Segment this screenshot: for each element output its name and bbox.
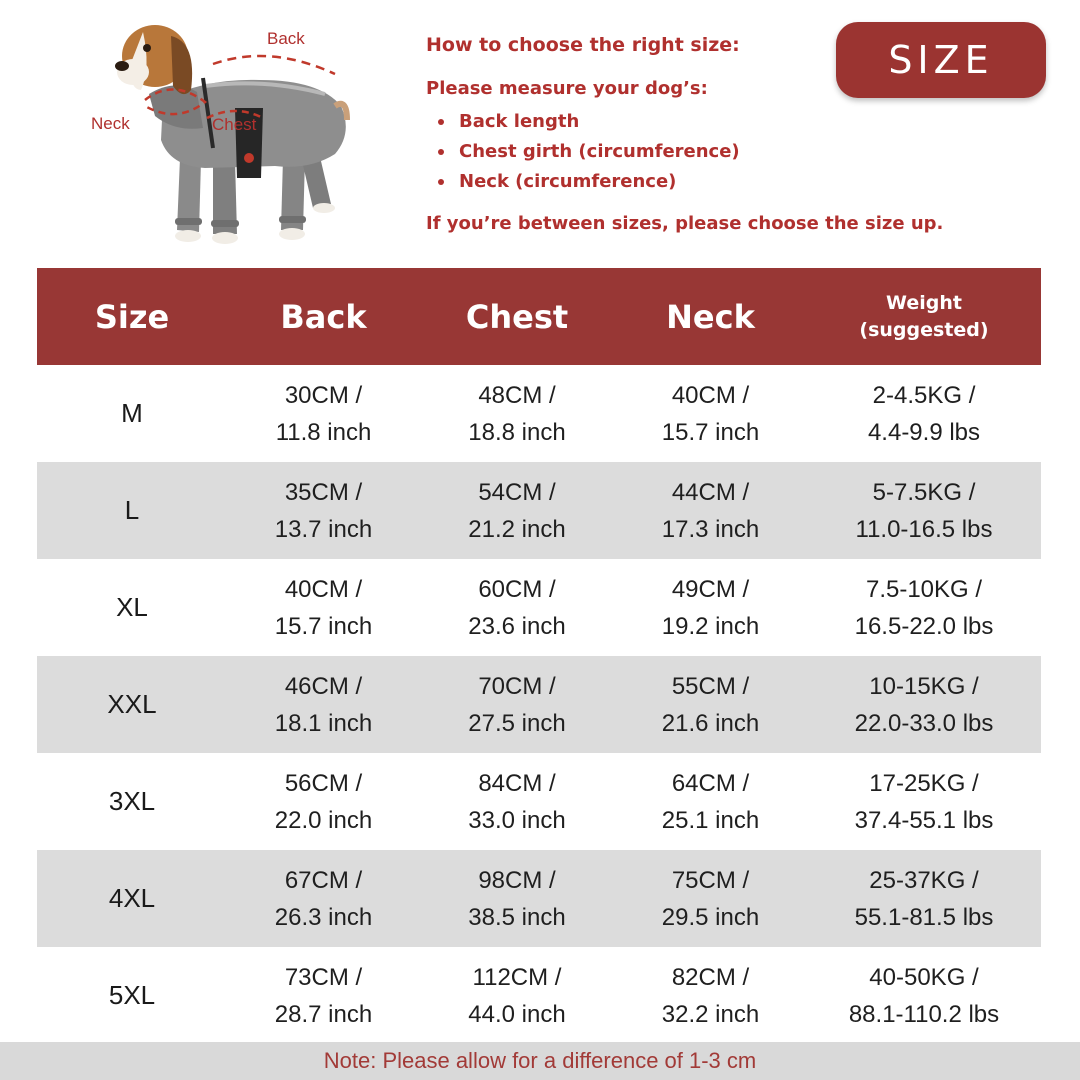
table-row: [37, 947, 1041, 1044]
table-row: [37, 850, 1041, 947]
measurement-item-back: Back length: [438, 107, 986, 137]
chest-cell: 60CM / 23.6 inch: [468, 575, 566, 640]
chest-cell: 84CM / 33.0 inch: [468, 769, 566, 834]
measure-intro: Please measure your dog’s:: [426, 78, 708, 99]
chest-cell: 98CM / 38.5 inch: [468, 866, 566, 931]
back-cell: 40CM / 15.7 inch: [274, 575, 373, 640]
size-cell: XL: [116, 592, 148, 622]
back-cell: 56CM / 22.0 inch: [274, 769, 373, 834]
header-weight-line2: (suggested): [859, 318, 989, 341]
measurement-list: [426, 107, 986, 197]
chest-cell: 48CM / 18.8 inch: [468, 381, 566, 446]
neck-cell: 55CM / 21.6 inch: [661, 672, 760, 737]
table-row: [37, 462, 1041, 559]
neck-cell: 82CM / 32.2 inch: [661, 963, 760, 1028]
size-badge: SIZE: [836, 22, 1046, 98]
back-cell: 30CM / 11.8 inch: [275, 381, 372, 446]
header-weight: [807, 268, 1041, 365]
chest-cell: 112CM / 44.0 inch: [468, 963, 566, 1028]
table-header: [37, 268, 1041, 365]
size-cell: 5XL: [108, 980, 156, 1010]
size-cell: 4XL: [108, 883, 156, 913]
header-neck: Neck: [666, 297, 755, 336]
chest-cell: 54CM / 21.2 inch: [468, 478, 566, 543]
header-chest: Chest: [465, 297, 569, 336]
size-cell: M: [121, 398, 143, 428]
table-row: [37, 365, 1041, 462]
header-weight-line1: Weight: [886, 291, 962, 314]
chest-cell: 70CM / 27.5 inch: [468, 672, 566, 737]
size-cell: L: [124, 495, 140, 525]
table-row: [37, 559, 1041, 656]
size-cell: 3XL: [108, 786, 156, 816]
table-row: [37, 753, 1041, 850]
back-label: Back: [267, 29, 305, 48]
weight-cell: 10-15KG / 22.0-33.0 lbs: [854, 672, 994, 737]
back-cell: 73CM / 28.7 inch: [274, 963, 373, 1028]
header-back: Back: [280, 297, 367, 336]
neck-label: Neck: [91, 114, 130, 133]
size-up-tip: If you’re between sizes, please choose the size up.: [426, 213, 944, 234]
chest-label: Chest: [212, 115, 257, 134]
weight-cell: 25-37KG / 55.1-81.5 lbs: [854, 866, 994, 931]
neck-cell: 40CM / 15.7 inch: [661, 381, 760, 446]
weight-cell: 40-50KG / 88.1-110.2 lbs: [848, 963, 1000, 1028]
tolerance-note: Note: Please allow for a difference of 1-3 cm: [0, 1042, 1080, 1080]
dog-measurement-illustration: [85, 8, 365, 263]
size-table: [37, 268, 1041, 1044]
size-cell: XXL: [107, 689, 157, 719]
neck-cell: 64CM / 25.1 inch: [661, 769, 760, 834]
dog-in-raincoat-image: [85, 8, 365, 263]
weight-cell: 2-4.5KG / 4.4-9.9 lbs: [867, 381, 981, 446]
header-size: Size: [94, 297, 170, 336]
back-cell: 46CM / 18.1 inch: [274, 672, 373, 737]
weight-cell: 7.5-10KG / 16.5-22.0 lbs: [854, 575, 994, 640]
guide-heading: How to choose the right size:: [426, 34, 740, 56]
back-cell: 67CM / 26.3 inch: [274, 866, 373, 931]
neck-cell: 44CM / 17.3 inch: [661, 478, 760, 543]
neck-cell: 75CM / 29.5 inch: [661, 866, 760, 931]
measurement-item-chest: Chest girth (circumference): [438, 137, 986, 167]
weight-cell: 17-25KG / 37.4-55.1 lbs: [854, 769, 994, 834]
measurement-item-neck: Neck (circumference): [438, 167, 986, 197]
table-row: [37, 656, 1041, 753]
back-cell: 35CM / 13.7 inch: [274, 478, 373, 543]
weight-cell: 5-7.5KG / 11.0-16.5 lbs: [855, 478, 993, 543]
neck-cell: 49CM / 19.2 inch: [661, 575, 760, 640]
